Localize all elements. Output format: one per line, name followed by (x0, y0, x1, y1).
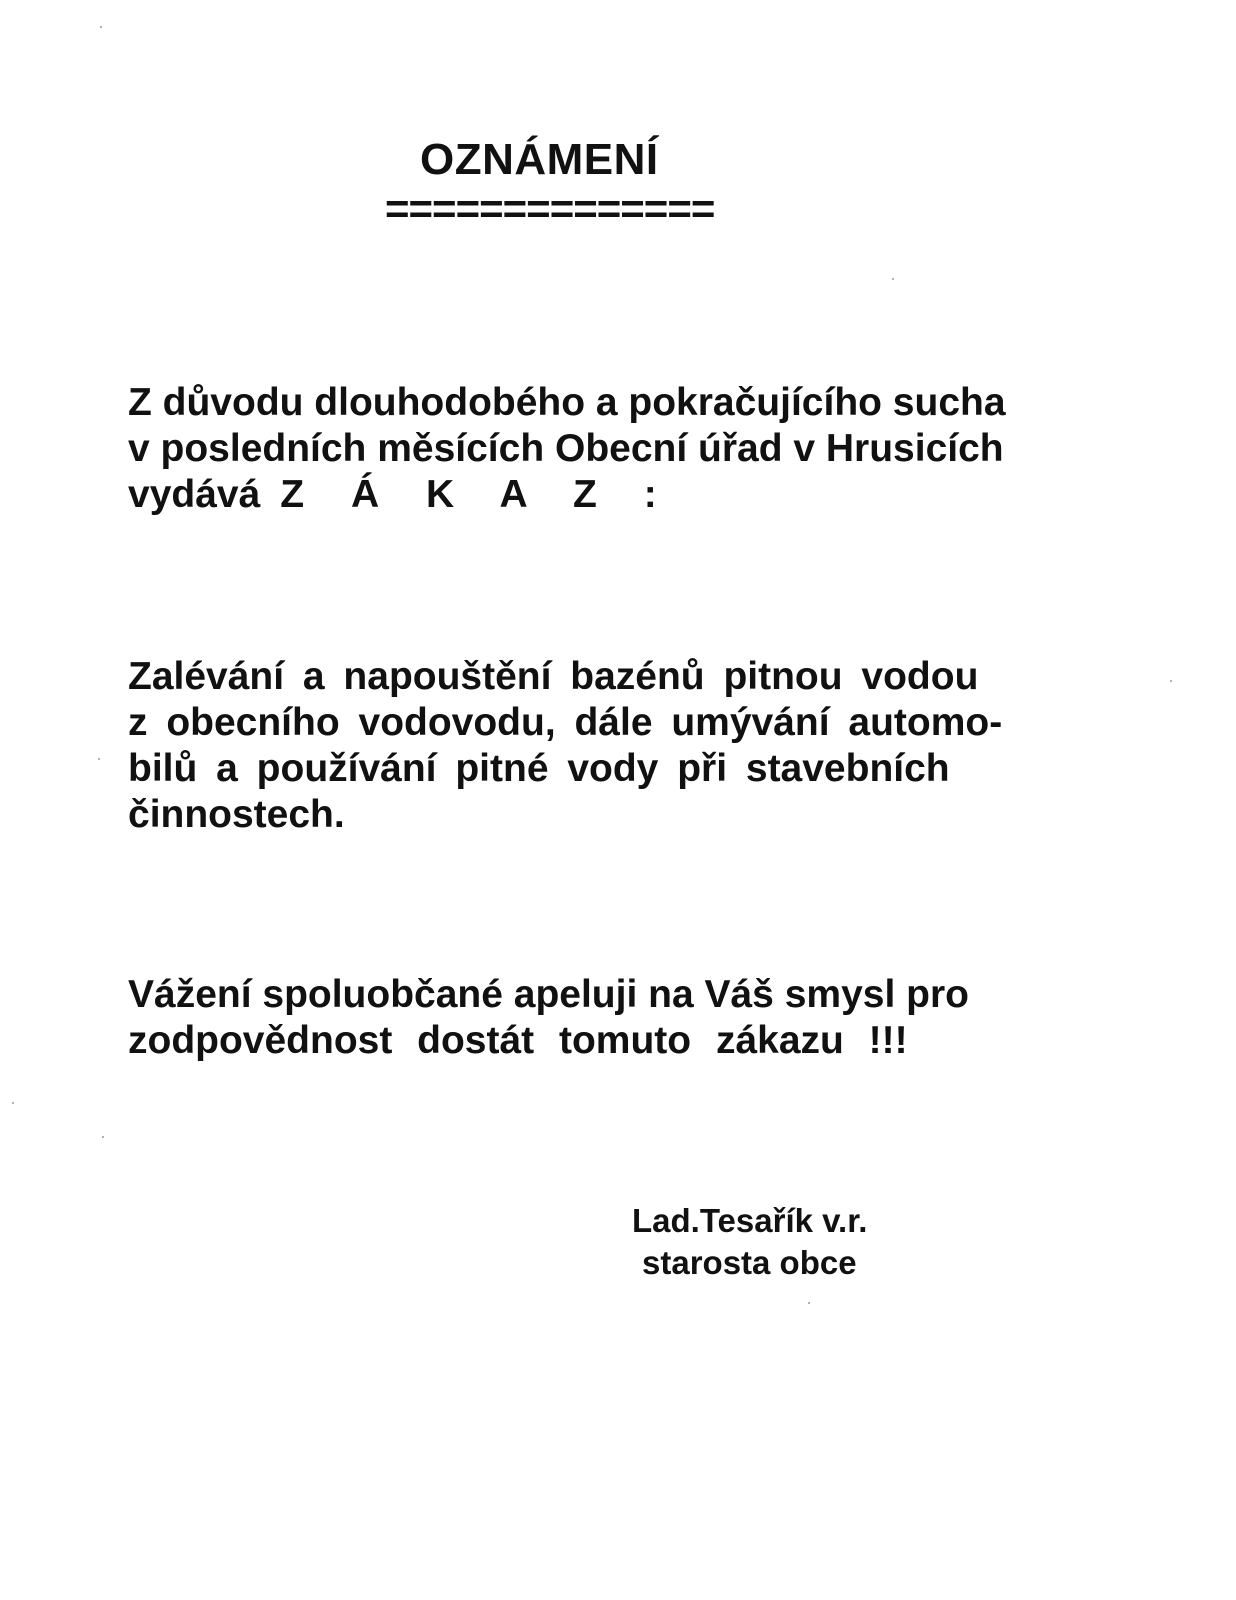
title-underline: ============== (385, 185, 715, 232)
signatory-role: starosta obce (642, 1244, 857, 1281)
signatory-name: Lad.Tesařík v.r. (632, 1202, 868, 1239)
paragraph-line: v posledních měsících Obecní úřad v Hrusicích (128, 427, 1004, 470)
scan-speck (12, 1102, 14, 1104)
paragraph-ban-details (128, 654, 1002, 838)
paragraph-line: činnostech. (128, 793, 345, 836)
paragraph-line: z obecního vodovodu, dále umývání automo- (128, 701, 1003, 744)
scan-speck (808, 1302, 810, 1304)
ban-emphasis: Z Á K A Z : (280, 473, 675, 516)
paragraph-appeal (128, 972, 969, 1064)
scan-speck (892, 278, 894, 280)
paragraph-line: bilů a používání pitné vody při stavebních (128, 747, 950, 790)
paragraph-reason (128, 380, 1006, 518)
scan-speck (1170, 680, 1172, 682)
paragraph-line: Zalévání a napouštění bazénů pitnou vodou (128, 655, 979, 698)
issue-verb: vydává (128, 473, 261, 516)
paragraph-line (128, 472, 1006, 518)
paragraph-line: Z důvodu dlouhodobého a pokračujícího sucha (128, 381, 1006, 424)
paragraph-line: Vážení spoluobčané apeluji na Váš smysl pro (128, 973, 969, 1016)
signature-block (632, 1200, 867, 1284)
scan-speck (100, 26, 102, 28)
paragraph-line: zodpovědnost dostát tomuto zákazu !!! (128, 1019, 908, 1062)
document-title: OZNÁMENÍ (420, 135, 659, 184)
scan-speck (98, 758, 100, 760)
scan-speck (102, 1136, 104, 1138)
